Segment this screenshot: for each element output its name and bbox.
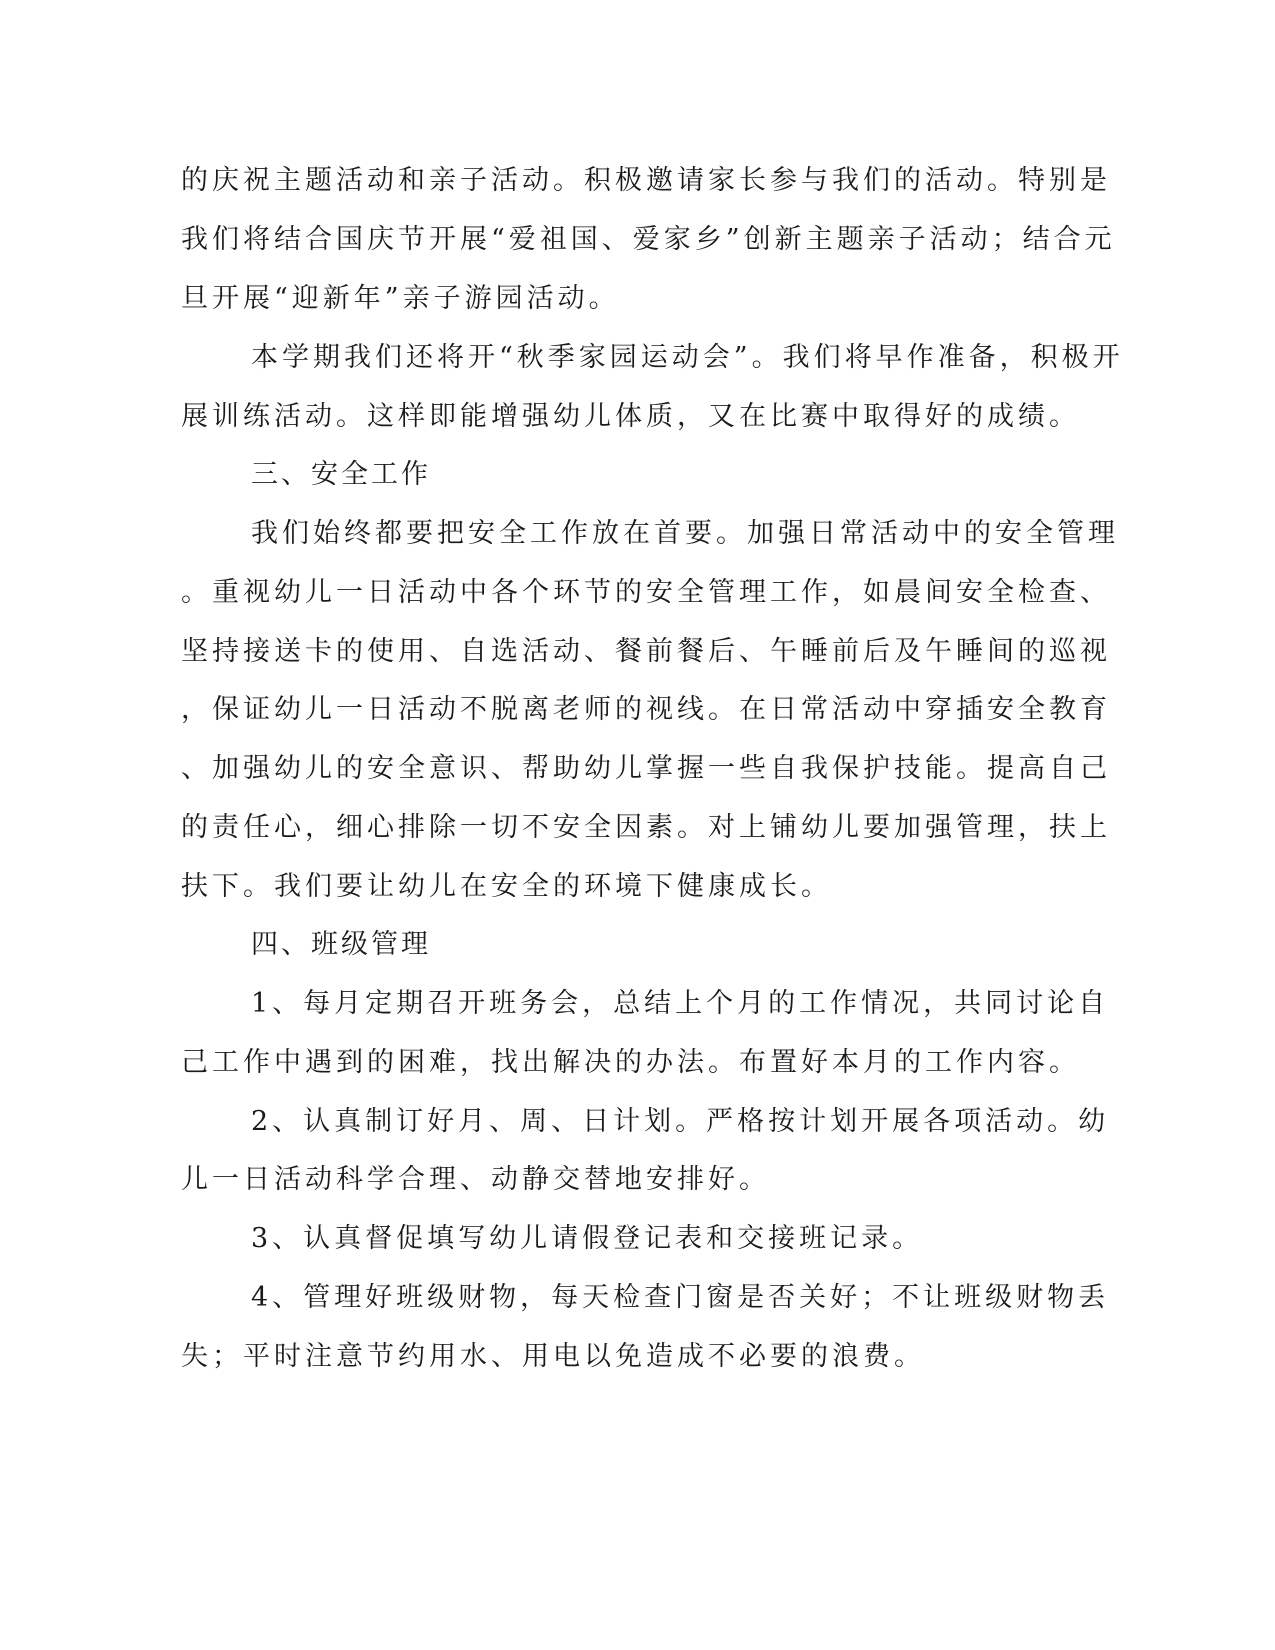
text-line: 展训练活动。这样即能增强幼儿体质，又在比赛中取得好的成绩。: [181, 401, 1080, 432]
paragraph-start: 我们始终都要把安全工作放在首要。加强日常活动中的安全管理: [251, 518, 1119, 549]
text-line: 己工作中遇到的困难，找出解决的办法。布置好本月的工作内容。: [181, 1047, 1080, 1078]
text-line: 儿一日活动科学合理、动静交替地安排好。: [181, 1164, 770, 1195]
text-line: 的庆祝主题活动和亲子活动。积极邀请家长参与我们的活动。特别是: [181, 165, 1111, 196]
text-line: 、加强幼儿的安全意识、帮助幼儿掌握一些自我保护技能。提高自己: [181, 753, 1111, 784]
paragraph-start: 本学期我们还将开“秋季家园运动会”。我们将早作准备，积极开: [251, 342, 1124, 373]
list-item-4: 4、管理好班级财物，每天检查门窗是否关好；不让班级财物丢: [251, 1282, 1110, 1313]
text-line: ，保证幼儿一日活动不脱离老师的视线。在日常活动中穿插安全教育: [181, 694, 1111, 725]
text-line: 的责任心，细心排除一切不安全因素。对上铺幼儿要加强管理，扶上: [181, 812, 1111, 843]
text-line: 坚持接送卡的使用、自选活动、餐前餐后、午睡前后及午睡间的巡视: [181, 636, 1111, 667]
text-line: 扶下。我们要让幼儿在安全的环境下健康成长。: [181, 871, 832, 902]
text-line: 。重视幼儿一日活动中各个环节的安全管理工作，如晨间安全检查、: [181, 577, 1111, 608]
list-item-2: 2、认真制订好月、周、日计划。严格按计划开展各项活动。幼: [251, 1106, 1110, 1137]
section-heading-safety: 三、安全工作: [251, 459, 431, 490]
text-line: 我们将结合国庆节开展“爱祖国、爱家乡”创新主题亲子活动；结合元: [181, 224, 1116, 255]
text-line: 失；平时注意节约用水、用电以免造成不必要的浪费。: [181, 1341, 925, 1372]
list-item-1: 1、每月定期召开班务会，总结上个月的工作情况，共同讨论自: [251, 988, 1110, 1019]
list-item-3: 3、认真督促填写幼儿请假登记表和交接班记录。: [251, 1223, 924, 1254]
text-line: 旦开展“迎新年”亲子游园活动。: [181, 283, 620, 314]
section-heading-class-management: 四、班级管理: [251, 929, 431, 960]
